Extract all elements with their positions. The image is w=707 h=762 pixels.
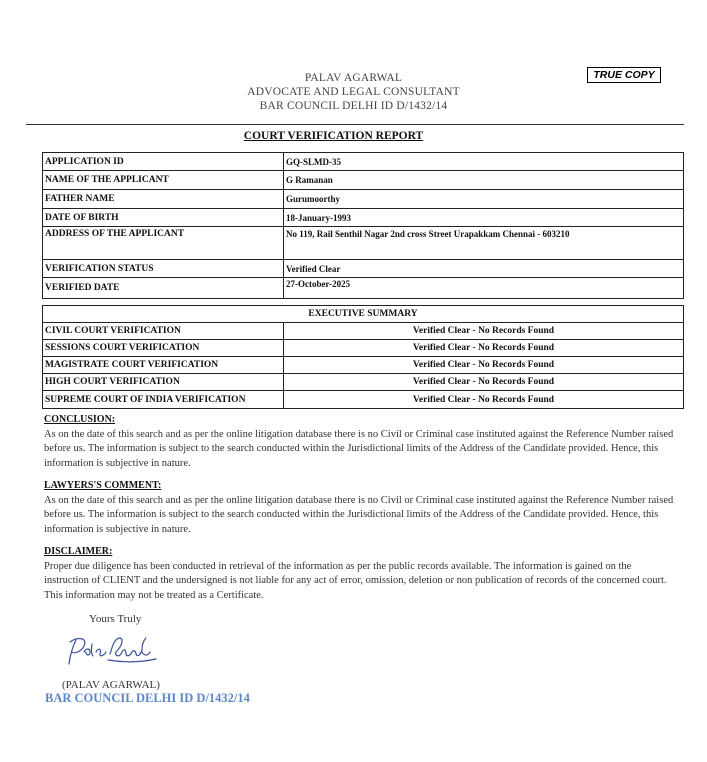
detail-label: VERIFICATION STATUS (43, 260, 284, 278)
table-row (43, 391, 684, 409)
signatory-name: (PALAV AGARWAL) (62, 679, 160, 691)
advocate-name: PALAV AGARWAL (304, 72, 403, 84)
table-row (43, 153, 684, 171)
closing-salutation: Yours Truly (89, 613, 142, 625)
signature-icon (64, 630, 164, 674)
disclaimer-section (44, 545, 676, 603)
advocate-role: ADVOCATE AND LEGAL CONSULTANT (247, 86, 460, 98)
lawyers-comment-heading: LAWYERS'S COMMENT: (44, 480, 162, 491)
table-row (43, 323, 684, 340)
detail-label: NAME OF THE APPLICANT (43, 171, 284, 190)
conclusion-section (44, 413, 676, 471)
detail-label: APPLICATION ID (43, 153, 284, 171)
table-row (43, 227, 684, 260)
summary-value: Verified Clear - No Records Found (284, 391, 684, 409)
disclaimer-heading: DISCLAIMER: (44, 546, 113, 557)
summary-label: SUPREME COURT OF INDIA VERIFICATION (43, 391, 284, 409)
conclusion-text: As on the date of this search and as per the online litigation database there is no Civil or Criminal case instituted against the Reference Number raised before us. The information is subject to the search conducted within the Jurisdictional limits of the Address of the Candidate provided. Hence, this information is subjective in nature. (44, 428, 674, 469)
detail-value: Gurumoorthy (284, 190, 684, 209)
conclusion-heading: CONCLUSION: (44, 414, 116, 425)
table-row (43, 306, 684, 323)
true-copy-stamp: TRUE COPY (587, 67, 661, 83)
summary-label: SESSIONS COURT VERIFICATION (43, 340, 284, 357)
applicant-details-table (42, 152, 684, 299)
lawyers-comment-section (44, 479, 676, 537)
summary-value: Verified Clear - No Records Found (284, 340, 684, 357)
table-row (43, 190, 684, 209)
disclaimer-text: Proper due diligence has been conducted in retrieval of the information as per the public records available. The information is gained on the instruction of CLIENT and the undersigned is not liable for any act of error, omission, deletion or non publication of records of the concerned court. This information may not be treated as a Certificate. (44, 560, 667, 601)
header-divider (26, 124, 684, 125)
detail-value: No 119, Rail Senthil Nagar 2nd cross Street Urapakkam Chennai - 603210 (284, 227, 684, 260)
table-row (43, 357, 684, 374)
letterhead (0, 71, 707, 113)
detail-value: Verified Clear (284, 260, 684, 278)
advocate-bar-id: BAR COUNCIL DELHI ID D/1432/14 (259, 100, 448, 112)
table-row (43, 374, 684, 391)
detail-label: VERIFIED DATE (43, 278, 284, 299)
table-row (43, 278, 684, 299)
lawyers-comment-text: As on the date of this search and as per the online litigation database there is no Civil or Criminal case instituted against the Reference Number raised before us. The information is subject to the search conducted within the Jurisdictional limits of the Address of the Candidate provided. Hence, this information is subjective in nature. (44, 494, 674, 535)
detail-value: 27-October-2025 (284, 278, 684, 299)
summary-title: EXECUTIVE SUMMARY (43, 306, 684, 323)
table-row (43, 340, 684, 357)
detail-label: FATHER NAME (43, 190, 284, 209)
detail-value: 18-January-1993 (284, 209, 684, 227)
detail-label: DATE OF BIRTH (43, 209, 284, 227)
detail-value: GQ-SLMD-35 (284, 153, 684, 171)
signatory-bar-id: BAR COUNCIL DELHI ID D/1432/14 (45, 691, 250, 705)
table-row (43, 171, 684, 190)
detail-value: G Ramanan (284, 171, 684, 190)
summary-label: HIGH COURT VERIFICATION (43, 374, 284, 391)
report-title: COURT VERIFICATION REPORT (243, 130, 424, 142)
executive-summary-table (42, 305, 684, 409)
summary-value: Verified Clear - No Records Found (284, 357, 684, 374)
summary-value: Verified Clear - No Records Found (284, 323, 684, 340)
table-row (43, 209, 684, 227)
summary-label: CIVIL COURT VERIFICATION (43, 323, 284, 340)
summary-value: Verified Clear - No Records Found (284, 374, 684, 391)
summary-label: MAGISTRATE COURT VERIFICATION (43, 357, 284, 374)
table-row (43, 260, 684, 278)
detail-label: ADDRESS OF THE APPLICANT (43, 227, 284, 260)
